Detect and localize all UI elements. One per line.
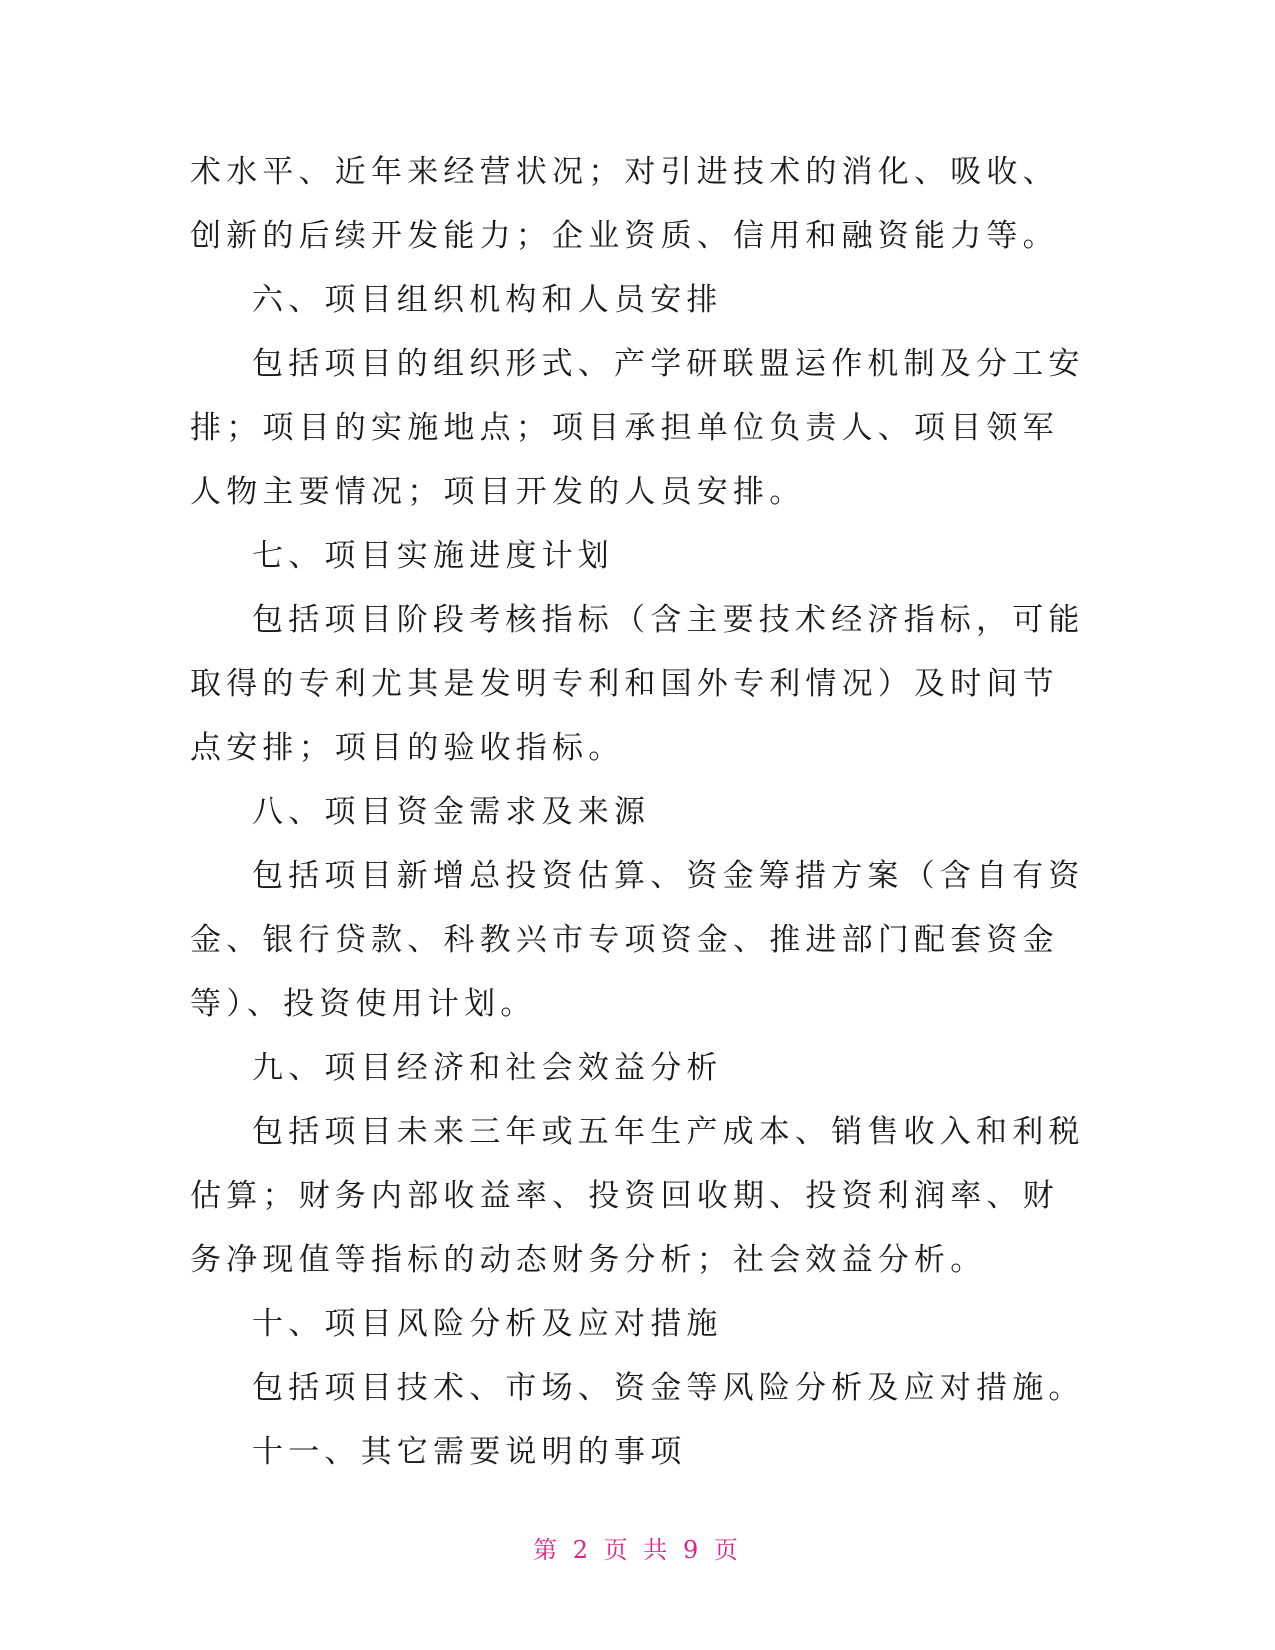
section-body-8: 包括项目新增总投资估算、资金筹措方案（含自有资金、银行贷款、科教兴市专项资金、推进部门配套资金等）、投资使用计划。: [190, 858, 1085, 1022]
paragraph-continuation: 术水平、近年来经营状况；对引进技术的消化、吸收、创新的后续开发能力；企业资质、信用和融资能力等。: [190, 154, 1059, 254]
section-body-6: 包括项目的组织形式、产学研联盟运作机制及分工安排；项目的实施地点；项目承担单位负责人、项目领军人物主要情况；项目开发的人员安排。: [190, 346, 1085, 510]
footer-current-page: 2: [572, 1536, 593, 1564]
section-body-7: 包括项目阶段考核指标（含主要技术经济指标，可能取得的专利尤其是发明专利和国外专利情况）及时间节点安排；项目的验收指标。: [190, 602, 1085, 766]
section-heading-8: 八、项目资金需求及来源: [252, 794, 651, 830]
document-body: [190, 140, 1090, 1484]
footer-prefix: 第: [533, 1536, 562, 1564]
section-body-9: 包括项目未来三年或五年生产成本、销售收入和利税估算；财务内部收益率、投资回收期、投资利润率、财务净现值等指标的动态财务分析；社会效益分析。: [190, 1114, 1085, 1278]
footer-mid: 页 共: [603, 1536, 672, 1564]
section-heading-11: 十一、其它需要说明的事项: [252, 1434, 687, 1470]
section-heading-6: 六、项目组织机构和人员安排: [252, 282, 723, 318]
section-heading-7: 七、项目实施进度计划: [252, 538, 614, 574]
section-heading-9: 九、项目经济和社会效益分析: [252, 1050, 723, 1086]
section-heading-10: 十、项目风险分析及应对措施: [252, 1306, 723, 1342]
page-footer: [0, 1530, 1275, 1565]
section-body-10: 包括项目技术、市场、资金等风险分析及应对措施。: [252, 1370, 1085, 1406]
footer-suffix: 页: [713, 1536, 742, 1564]
footer-total-pages: 9: [682, 1536, 703, 1564]
